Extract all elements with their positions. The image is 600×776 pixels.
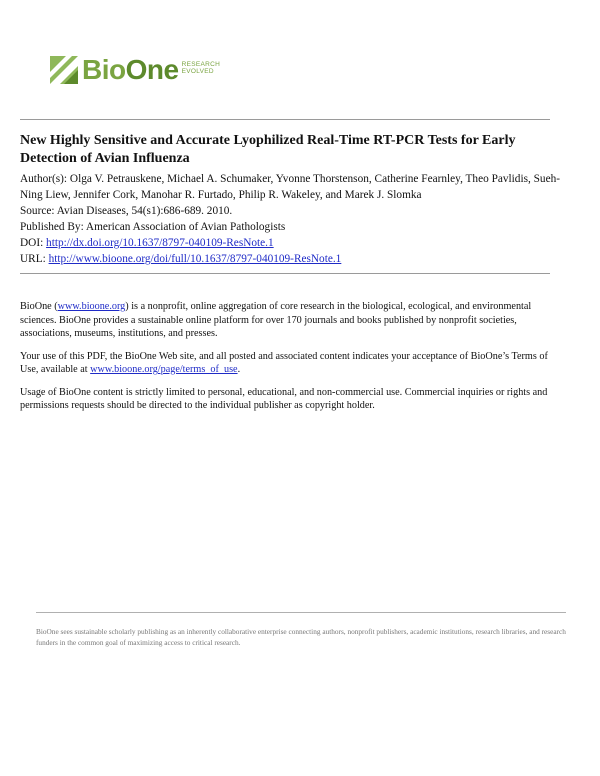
metadata-divider: [20, 273, 550, 274]
source-line: Source: Avian Diseases, 54(s1):686-689. 2010.: [20, 205, 233, 217]
doi-line: DOI: http://dx.doi.org/10.1637/8797-040109-ResNote.1: [20, 237, 274, 249]
logo-tagline: RESEARCH EVOLVED: [181, 60, 221, 75]
footer-text: BioOne sees sustainable scholarly publishing as an inherently collaborative enterprise connecting authors, nonprofit publishers, academic institutions, research libraries, and research funders in the common goal of maximizing access to critical research.: [36, 627, 566, 647]
terms-of-use-link[interactable]: www.bioone.org/page/terms_of_use: [90, 364, 238, 375]
doi-link[interactable]: http://dx.doi.org/10.1637/8797-040109-ResNote.1: [46, 237, 274, 249]
article-url-link[interactable]: http://www.bioone.org/doi/full/10.1637/8797-040109-ResNote.1: [48, 253, 342, 265]
article-title: New Highly Sensitive and Accurate Lyophilized Real-Time RT-PCR Tests for Early Detection of Avian Influenza: [20, 133, 516, 166]
bioone-logo: [50, 56, 220, 84]
terms-paragraph: Your use of this PDF, the BioOne Web site, and all posted and associated content indicates your acceptance of BioOne’s Terms of Use, available at www.bioone.org/page/terms_of_use.: [20, 350, 548, 375]
about-paragraph: BioOne (www.bioone.org) is a nonprofit, online aggregation of core research in the biological, ecological, and environmental sciences. BioOne provides a sustainable online platform for over 170 journals and books published by nonprofit societies, associations, museums, institutions, and presses.: [20, 301, 532, 339]
footer-divider: [36, 612, 566, 613]
bioone-home-link[interactable]: www.bioone.org: [57, 301, 126, 312]
url-line: URL: http://www.bioone.org/doi/full/10.1637/8797-040109-ResNote.1: [20, 253, 342, 265]
logo-wordmark: BioOne: [82, 54, 179, 85]
article-header: [20, 132, 560, 267]
bioone-notice: [20, 300, 548, 422]
authors-line: Author(s): Olga V. Petrauskene, Michael A. Schumaker, Yvonne Thorstenson, Catherine Fearnley, Theo Pavlidis, Sueh-Ning Liew, Jennifer Cork, Manohar R. Furtado, Philip R. Wakeley, and Marek J. Slomka: [20, 173, 560, 201]
publisher-line: Published By: American Association of Avian Pathologists: [20, 221, 286, 233]
bioone-leaf-icon: [50, 56, 78, 84]
header-divider: [20, 119, 550, 120]
usage-paragraph: Usage of BioOne content is strictly limited to personal, educational, and non-commercial use. Commercial inquiries or rights and permissions requests should be directed to the individual publisher as copyright holder.: [20, 386, 548, 411]
